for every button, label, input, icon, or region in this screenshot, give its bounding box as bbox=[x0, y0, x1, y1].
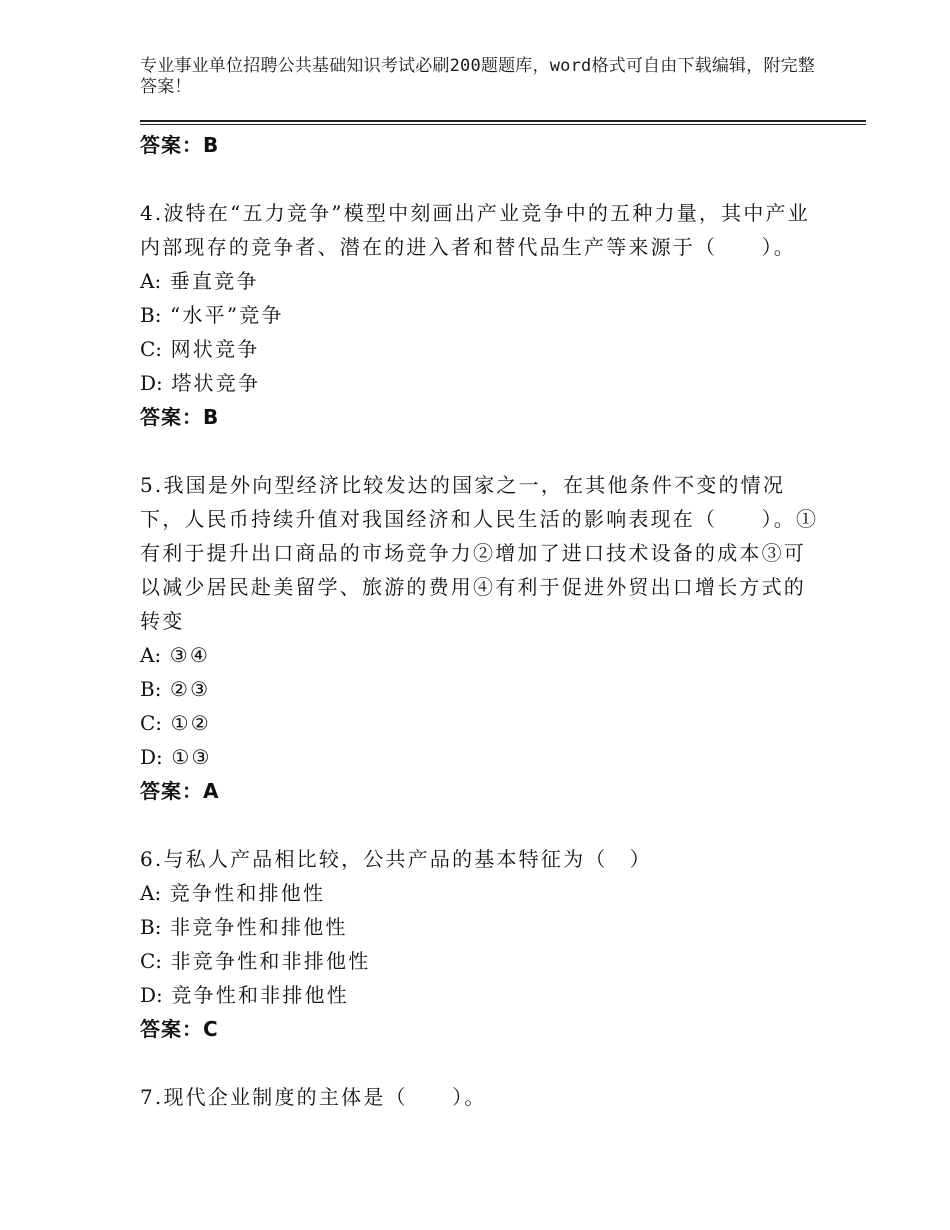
page-header: 专业事业单位招聘公共基础知识考试必刷200题题库，word格式可自由下载编辑，附完整答案！ bbox=[140, 56, 816, 97]
answer-line: 答案：C bbox=[140, 1017, 219, 1041]
option-text: ③④ bbox=[169, 643, 211, 667]
option-text: 竞争性和非排他性 bbox=[171, 983, 349, 1007]
question-stem: 5.我国是外向型经济比较发达的国家之一，在其他条件不变的情况下，人民币持续升值对我国经济和人民生活的影响表现在（ ）。①有利于提升出口商品的市场竞争力②增加了进口技术设备的成本③可以减少居民赴美留学、旅游的费用④有利于促进外贸出口增长方式的转变 bbox=[140, 473, 819, 633]
option-d bbox=[140, 740, 820, 774]
option-text: 竞争性和排他性 bbox=[169, 881, 326, 905]
option-key: C: bbox=[140, 711, 163, 735]
question-stem: 7.现代企业制度的主体是（ ）。 bbox=[140, 1085, 487, 1109]
header-rule bbox=[140, 120, 866, 122]
option-key: A: bbox=[140, 269, 162, 293]
option-key: D: bbox=[140, 745, 163, 769]
question-item bbox=[140, 1080, 820, 1114]
option-text: “水平”竞争 bbox=[170, 303, 284, 327]
option-text: 网状竞争 bbox=[170, 337, 260, 361]
option-c bbox=[140, 706, 820, 740]
option-d bbox=[140, 978, 820, 1012]
option-key: B: bbox=[140, 915, 162, 939]
question-item bbox=[140, 468, 820, 638]
option-b bbox=[140, 298, 820, 332]
option-a bbox=[140, 638, 820, 672]
option-text: 非竞争性和非排他性 bbox=[170, 949, 371, 973]
option-key: D: bbox=[140, 983, 163, 1007]
option-text: ①③ bbox=[171, 745, 212, 769]
question-stem: 4.波特在“五力竞争”模型中刻画出产业竞争中的五种力量，其中产业内部现存的竞争者、潜在的进入者和替代品生产等来源于（ ）。 bbox=[140, 201, 810, 259]
option-text: ②③ bbox=[170, 677, 211, 701]
answer-line: 答案：B bbox=[140, 133, 220, 157]
option-key: C: bbox=[140, 337, 163, 361]
question-list bbox=[140, 128, 820, 1114]
option-key: A: bbox=[140, 643, 162, 667]
answer-line: 答案：B bbox=[140, 405, 220, 429]
option-b bbox=[140, 672, 820, 706]
option-d bbox=[140, 366, 820, 400]
option-c bbox=[140, 944, 820, 978]
option-text: 塔状竞争 bbox=[171, 371, 261, 395]
header-rule-thin bbox=[140, 124, 866, 125]
option-key: B: bbox=[140, 677, 162, 701]
option-text: 非竞争性和排他性 bbox=[170, 915, 348, 939]
question-item bbox=[140, 196, 820, 264]
option-c bbox=[140, 332, 820, 366]
option-key: A: bbox=[140, 881, 162, 905]
option-key: D: bbox=[140, 371, 163, 395]
question-item bbox=[140, 842, 820, 876]
option-b bbox=[140, 910, 820, 944]
answer-line: 答案：A bbox=[140, 779, 220, 803]
option-a bbox=[140, 264, 820, 298]
option-a bbox=[140, 876, 820, 910]
option-key: B: bbox=[140, 303, 162, 327]
option-text: ①② bbox=[170, 711, 211, 735]
option-text: 垂直竞争 bbox=[169, 269, 259, 293]
option-key: C: bbox=[140, 949, 163, 973]
question-stem: 6.与私人产品相比较，公共产品的基本特征为（ ） bbox=[140, 847, 652, 871]
